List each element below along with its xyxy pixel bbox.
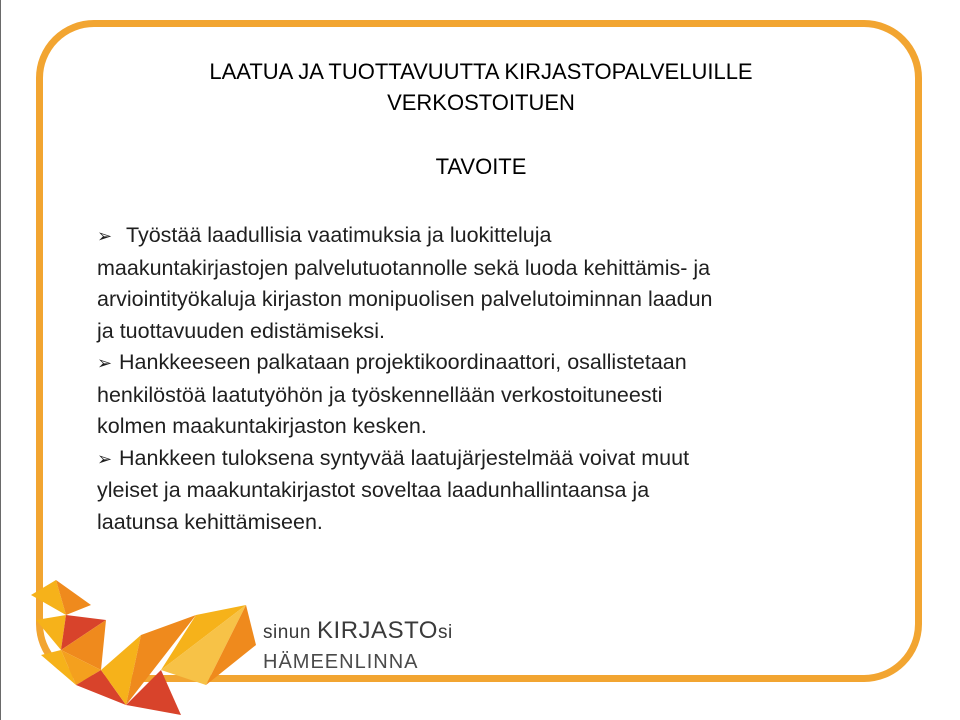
bullet-line: ja tuottavuuden edistämiseksi.	[97, 318, 386, 343]
logo-suffix: si	[437, 622, 453, 643]
bullet-line: laatunsa kehittämiseen.	[97, 509, 323, 534]
origami-bird-logo-icon	[31, 575, 261, 715]
bullet-line	[97, 220, 867, 253]
bullet-line: arviointityökaluja kirjaston monipuolisen palvelutoiminnan laadun	[97, 287, 713, 311]
bullet-item	[97, 443, 867, 539]
bullet-item	[97, 347, 867, 443]
arrowhead-bullet-icon: ➢	[97, 448, 113, 469]
bullet-list	[97, 220, 867, 538]
bullet-text: Hankkeeseen palkataan projektikoordinaattori, osallistetaan	[119, 350, 687, 374]
logo-prefix: sinun	[263, 622, 311, 643]
bullet-line: maakuntakirjastojen palvelutuotannolle sekä luoda kehittämis- ja	[97, 255, 711, 280]
title-line-1: LAATUA JA TUOTTAVUUTTA KIRJASTOPALVELUILLE	[209, 59, 753, 84]
bullet-line: yleiset ja maakuntakirjastot soveltaa laadunhallintaansa ja	[97, 478, 650, 502]
bullet-text: Työstää laadullisia vaatimuksia ja luokitteluja	[126, 223, 552, 247]
arrowhead-bullet-icon: ➢	[97, 353, 113, 373]
logo-wordmark	[263, 617, 453, 645]
bullet-line	[97, 347, 867, 380]
page-title	[121, 56, 841, 118]
logo-brand: KIRJASTO	[317, 617, 438, 644]
logo-city: HÄMEENLINNA	[263, 651, 419, 673]
bullet-item	[97, 220, 867, 347]
bullet-line: kolmen maakuntakirjaston kesken.	[97, 414, 427, 438]
bullet-line: henkilöstöä laatutyöhön ja työskennellään verkostoituneesti	[97, 382, 663, 407]
arrowhead-bullet-icon: ➢	[97, 226, 113, 246]
bullet-text: Hankkeen tuloksena syntyvää laatujärjestelmää voivat muut	[119, 445, 690, 470]
bullet-line	[97, 443, 867, 476]
section-heading: TAVOITE	[435, 154, 527, 179]
title-line-2: VERKOSTOITUEN	[387, 90, 575, 115]
